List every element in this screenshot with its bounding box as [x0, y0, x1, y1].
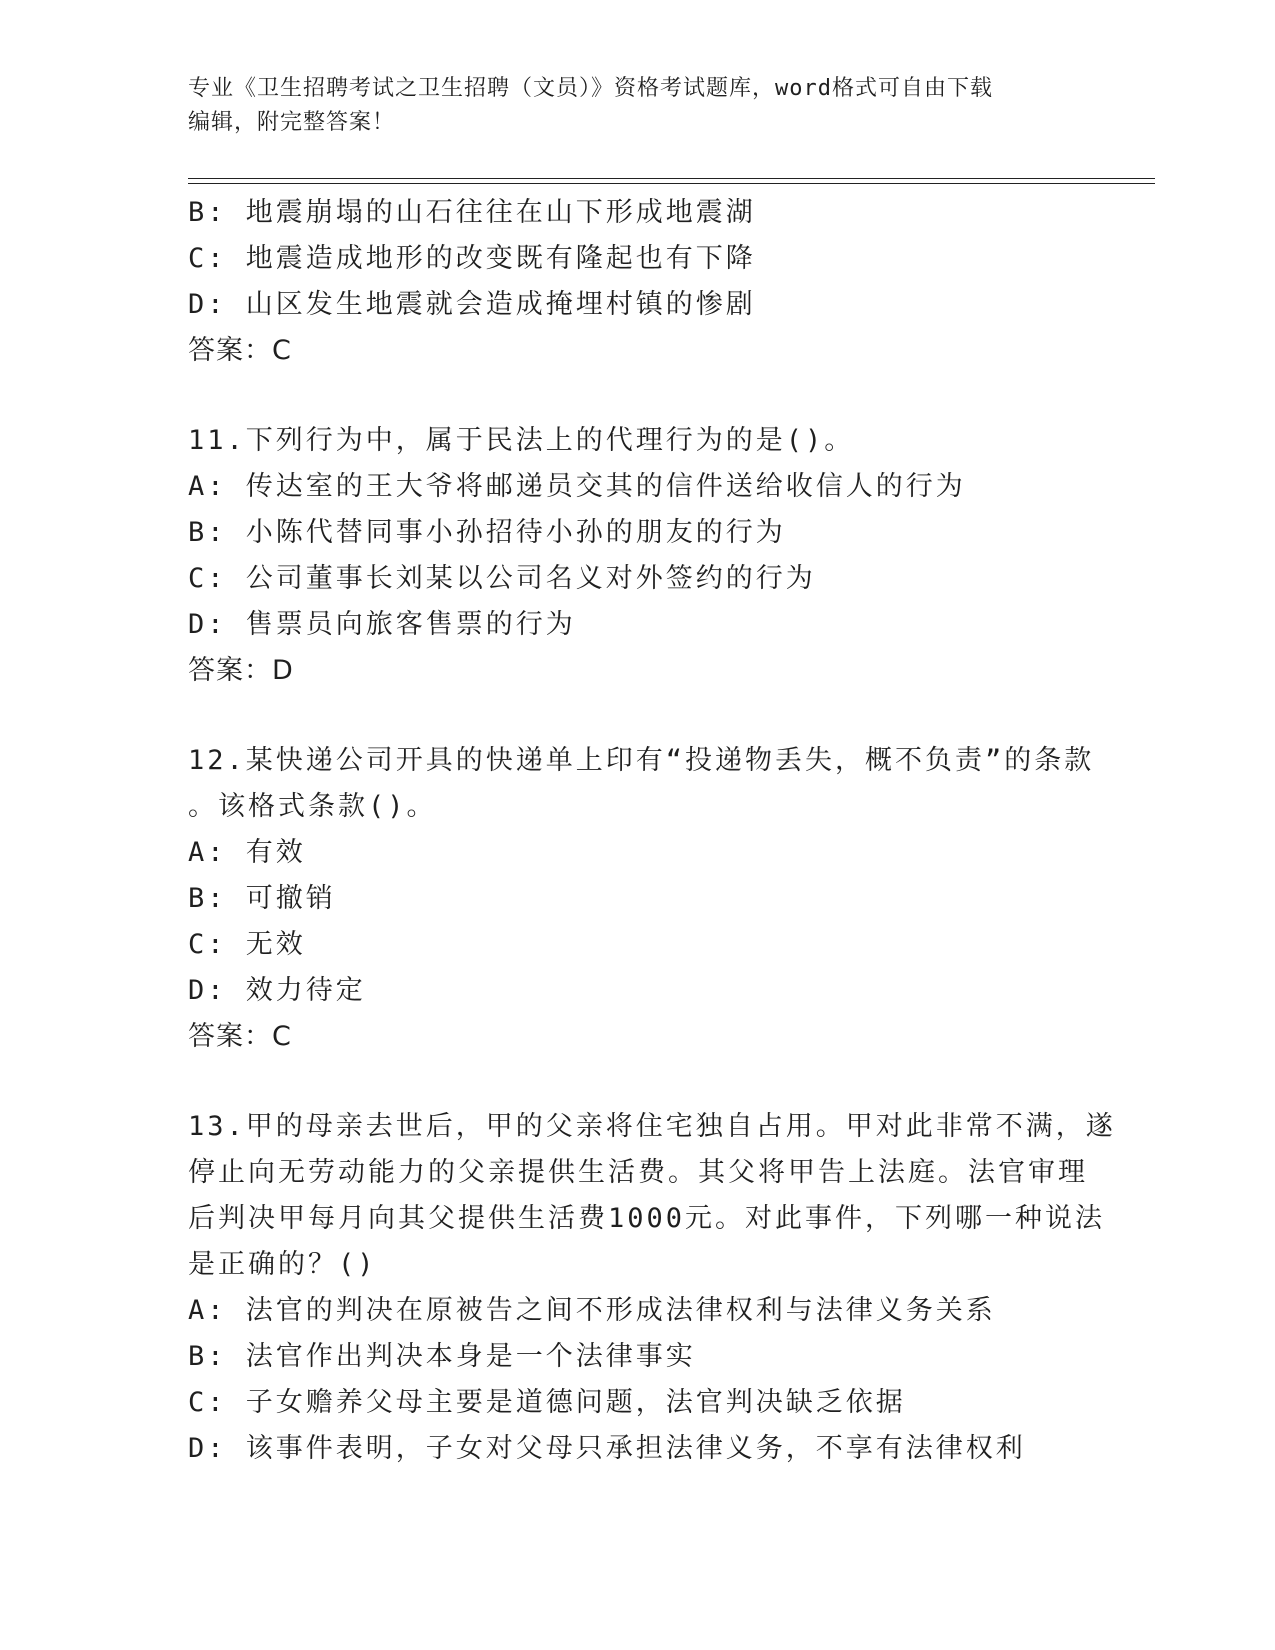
option-a: A: 有效 — [188, 837, 306, 868]
answer-line: 答案：C — [188, 1021, 292, 1052]
option-b: B: 可撤销 — [188, 883, 336, 914]
question-block-12 — [188, 738, 1095, 1060]
question-stem: 11.下列行为中，属于民法上的代理行为的是()。 — [188, 425, 855, 456]
document-body — [188, 190, 1116, 1472]
option-d: D: 效力待定 — [188, 975, 366, 1006]
option-d: D: 售票员向旅客售票的行为 — [188, 609, 576, 640]
option-a: A: 法官的判决在原被告之间不形成法律权利与法律义务关系 — [188, 1295, 996, 1326]
question-stem-line-2: 停止向无劳动能力的父亲提供生活费。其父将甲告上法庭。法官审理 — [188, 1157, 1088, 1188]
answer-line: 答案：D — [188, 655, 294, 686]
question-stem-line-4: 是正确的？() — [188, 1249, 377, 1280]
option-d: D: 山区发生地震就会造成掩埋村镇的惨剧 — [188, 289, 756, 320]
option-b: B: 法官作出判决本身是一个法律事实 — [188, 1341, 696, 1372]
option-c: C: 地震造成地形的改变既有隆起也有下降 — [188, 243, 756, 274]
question-stem-line-3: 后判决甲每月向其父提供生活费1000元。对此事件，下列哪一种说法 — [188, 1203, 1106, 1234]
option-c: C: 公司董事长刘某以公司名义对外签约的行为 — [188, 563, 816, 594]
question-stem-line-1: 13.甲的母亲去世后，甲的父亲将住宅独自占用。甲对此非常不满，遂 — [188, 1111, 1116, 1142]
document-header — [188, 72, 1088, 140]
spacer — [188, 374, 1088, 418]
option-d: D: 该事件表明，子女对父母只承担法律义务，不享有法律权利 — [188, 1433, 1026, 1464]
option-c: C: 无效 — [188, 929, 306, 960]
option-b: B: 小陈代替同事小孙招待小孙的朋友的行为 — [188, 517, 786, 548]
option-c: C: 子女赡养父母主要是道德问题，法官判决缺乏依据 — [188, 1387, 906, 1418]
header-line-1: 专业《卫生招聘考试之卫生招聘（文员）》资格考试题库，word格式可自由下载 — [188, 76, 993, 101]
question-block-13 — [188, 1104, 1116, 1472]
question-stem-line-1: 12.某快递公司开具的快递单上印有“投递物丢失，概不负责”的条款 — [188, 745, 1095, 776]
answer-line: 答案：C — [188, 335, 292, 366]
question-block-11 — [188, 418, 1088, 694]
option-a: A: 传达室的王大爷将邮递员交其的信件送给收信人的行为 — [188, 471, 966, 502]
option-b: B: 地震崩塌的山石往往在山下形成地震湖 — [188, 197, 756, 228]
header-divider-bottom — [188, 183, 1155, 184]
spacer — [188, 694, 1088, 738]
spacer — [188, 1060, 1088, 1104]
header-line-2: 编辑，附完整答案！ — [188, 110, 396, 135]
question-block-prev — [188, 190, 1088, 374]
header-divider-top — [188, 178, 1155, 179]
question-stem-line-2: 。该格式条款()。 — [188, 791, 437, 822]
